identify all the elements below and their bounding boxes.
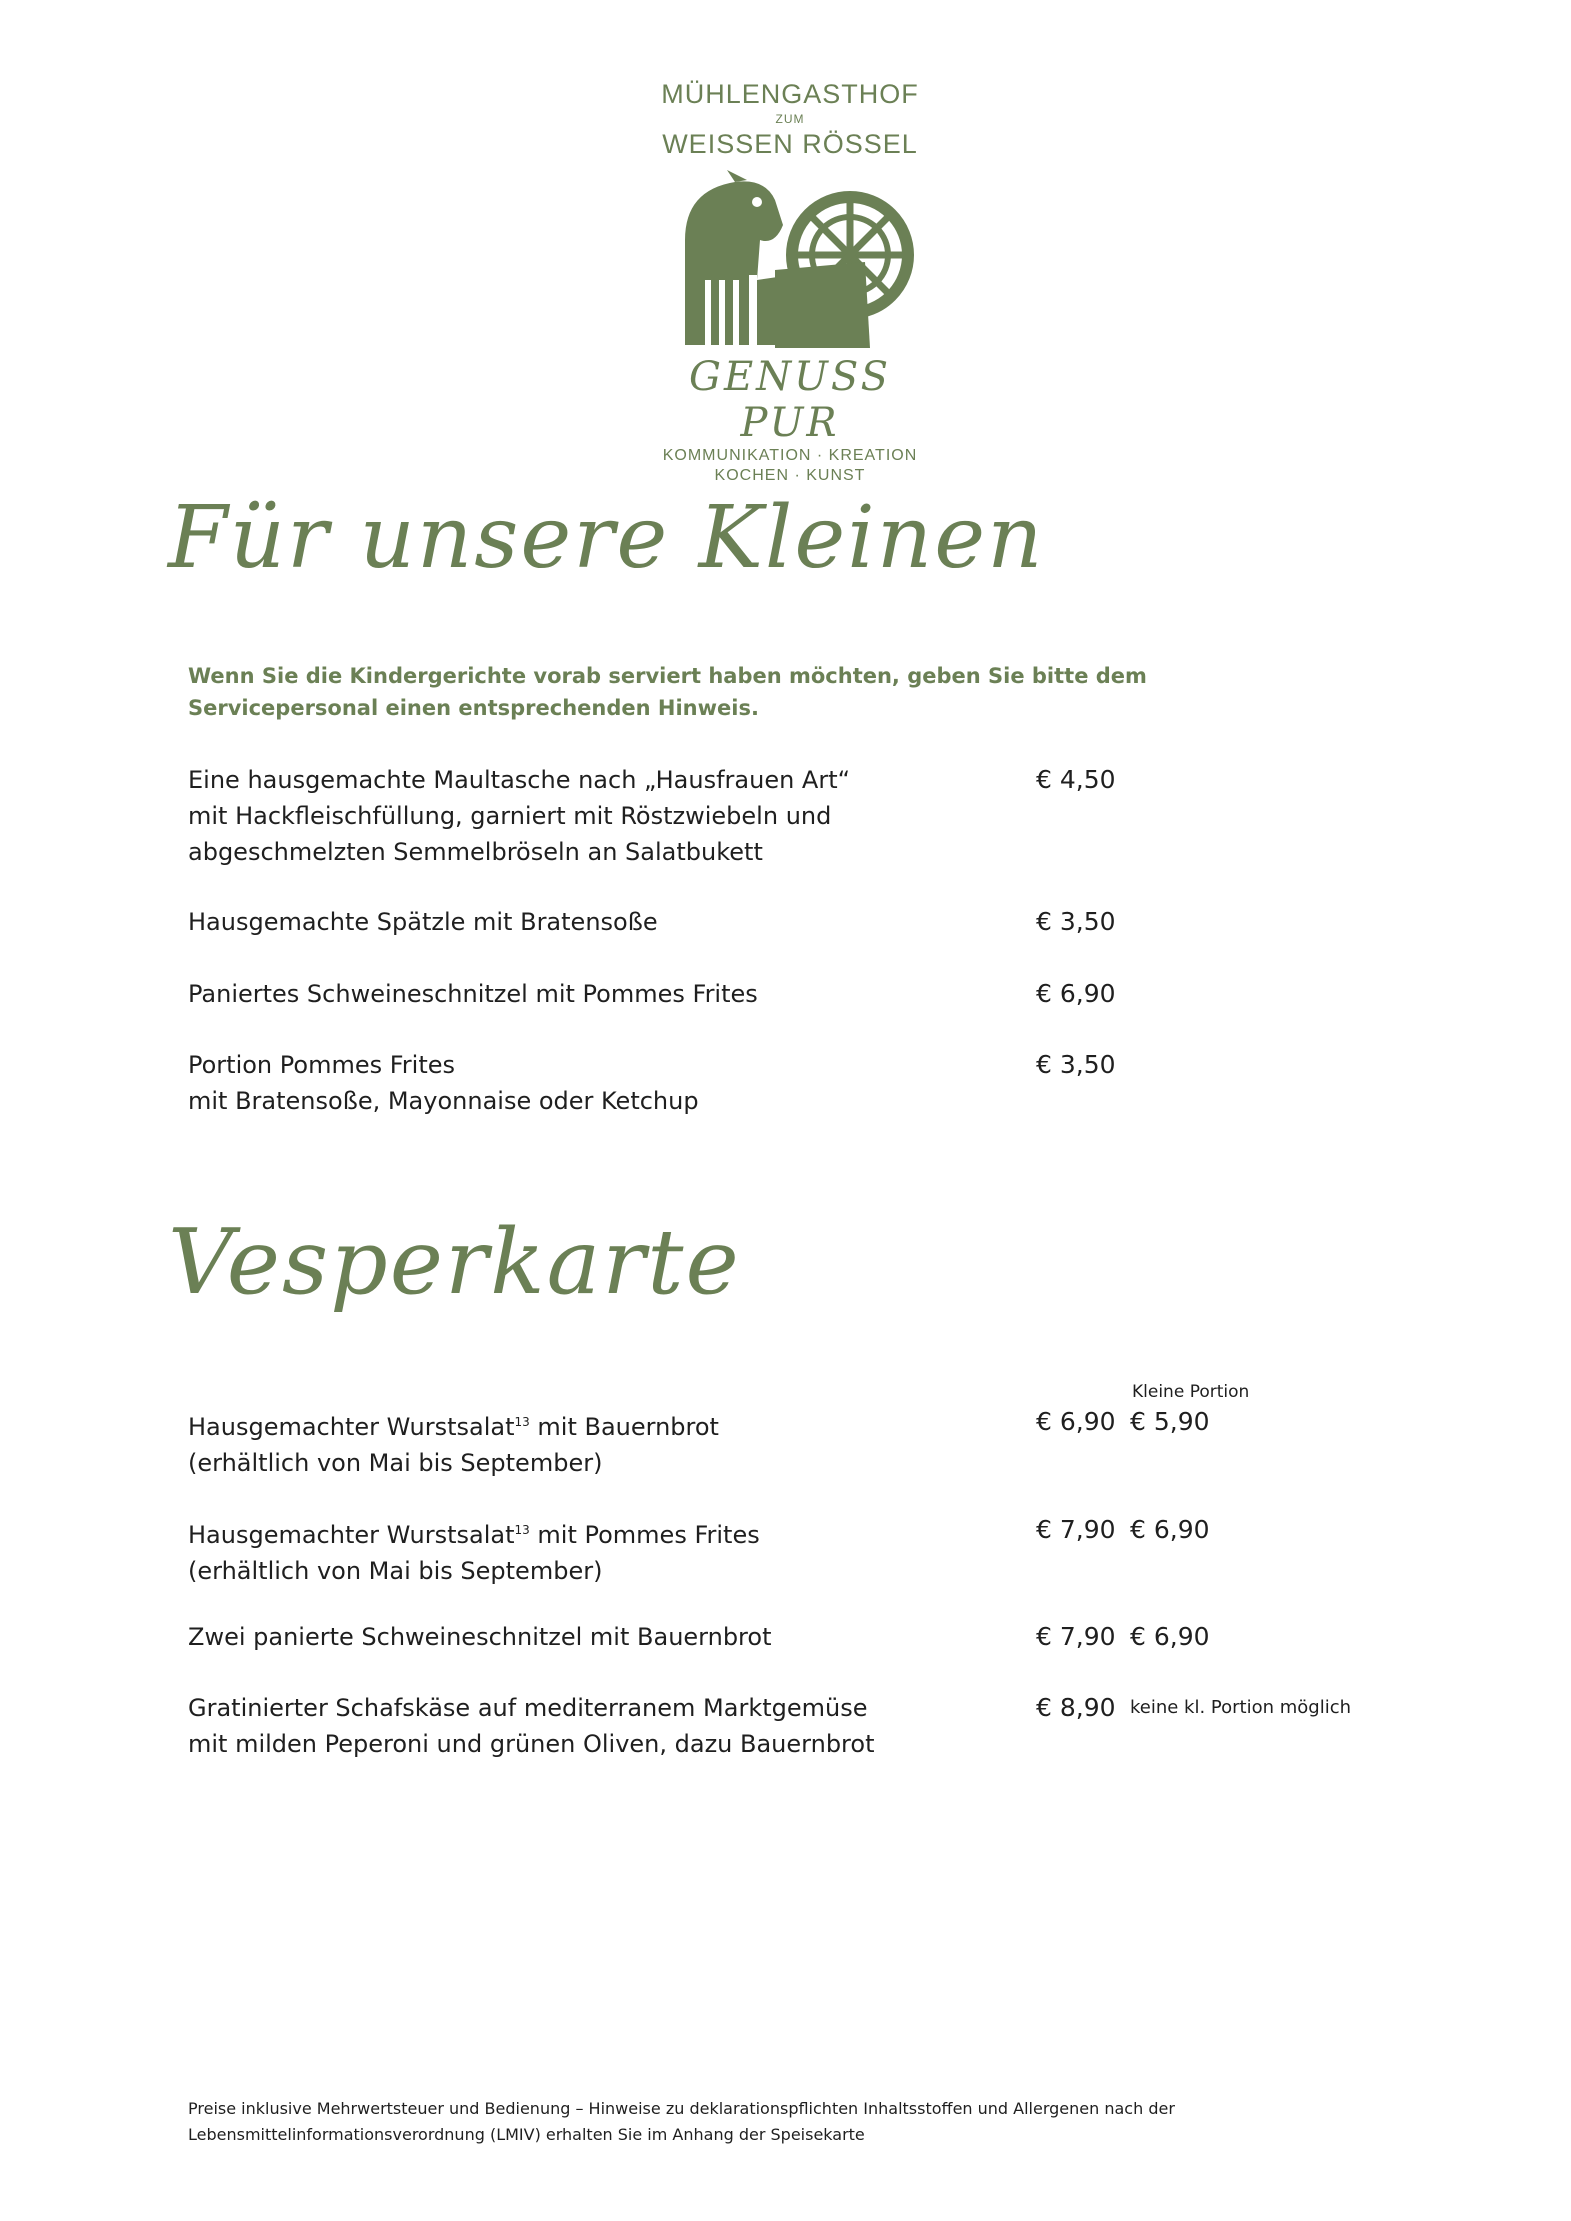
logo-slogan: GENUSS PUR bbox=[689, 354, 891, 446]
logo-line-1: MÜHLENGASTHOF bbox=[661, 79, 919, 109]
item-line: mit Hackfleischfüllung, garniert mit Röstzwiebeln und bbox=[188, 802, 832, 830]
vesper-item-4 bbox=[188, 1690, 1038, 1762]
footer-note bbox=[188, 2096, 1388, 2148]
item-line: Paniertes Schweineschnitzel mit Pommes Frites bbox=[188, 980, 758, 1008]
vesper-item-3 bbox=[188, 1619, 1038, 1655]
vesper-item-1-price: € 6,90 bbox=[1036, 1407, 1116, 1436]
vesper-item-3-price: € 7,90 bbox=[1036, 1622, 1116, 1651]
note-line-2: Servicepersonal einen entsprechenden Hinweis. bbox=[188, 696, 759, 720]
logo-subline-1: KOMMUNIKATION · KREATION bbox=[662, 447, 918, 464]
logo-line-2: ZUM bbox=[775, 112, 805, 126]
logo-line-3: WEISSEN RÖSSEL bbox=[662, 129, 918, 159]
small-portion-label: Kleine Portion bbox=[1132, 1382, 1250, 1402]
item-line: abgeschmelzten Semmelbröseln an Salatbukett bbox=[188, 838, 763, 866]
kids-item-3 bbox=[188, 976, 1038, 1012]
section-title-vesper: Vesperkarte bbox=[168, 1210, 741, 1315]
footer-line-2: Lebensmittelinformationsverordnung (LMIV) erhalten Sie im Anhang der Speisekarte bbox=[188, 2125, 865, 2144]
vesper-item-4-price: € 8,90 bbox=[1036, 1693, 1116, 1722]
vesper-item-4-note: keine kl. Portion möglich bbox=[1130, 1697, 1352, 1718]
item-line: (erhältlich von Mai bis September) bbox=[188, 1449, 603, 1477]
item-text: Hausgemachter Wurstsalat bbox=[188, 1413, 515, 1441]
kids-item-1 bbox=[188, 762, 1038, 870]
item-line: (erhältlich von Mai bis September) bbox=[188, 1557, 603, 1585]
vesper-item-1 bbox=[188, 1404, 1038, 1481]
kids-service-note bbox=[188, 660, 1188, 724]
item-line: Zwei panierte Schweineschnitzel mit Bauernbrot bbox=[188, 1623, 772, 1651]
kids-item-1-price: € 4,50 bbox=[1036, 765, 1116, 794]
vesper-item-2-price: € 7,90 bbox=[1036, 1515, 1116, 1544]
note-line-1: Wenn Sie die Kindergerichte vorab serviert haben möchten, geben Sie bitte dem bbox=[188, 664, 1147, 688]
allergen-sup: 13 bbox=[514, 1415, 530, 1429]
vesper-item-3-price-small: € 6,90 bbox=[1130, 1622, 1210, 1651]
item-text: Hausgemachter Wurstsalat bbox=[188, 1521, 515, 1549]
item-text: mit Bauernbrot bbox=[529, 1413, 719, 1441]
kids-item-3-price: € 6,90 bbox=[1036, 979, 1116, 1008]
restaurant-logo bbox=[640, 78, 940, 486]
vesper-item-2-price-small: € 6,90 bbox=[1130, 1515, 1210, 1544]
item-line bbox=[188, 1512, 1038, 1553]
section-title-kids: Für unsere Kleinen bbox=[168, 488, 1045, 588]
item-line: Gratinierter Schafskäse auf mediterranem Marktgemüse bbox=[188, 1694, 868, 1722]
item-line: Eine hausgemachte Maultasche nach „Hausfrauen Art“ bbox=[188, 766, 851, 794]
item-line: Portion Pommes Frites bbox=[188, 1051, 455, 1079]
allergen-sup: 13 bbox=[514, 1523, 530, 1537]
item-line: mit Bratensoße, Mayonnaise oder Ketchup bbox=[188, 1087, 699, 1115]
item-line bbox=[188, 1404, 1038, 1445]
logo-subline-2: KOCHEN · KUNST bbox=[714, 467, 866, 484]
item-text: mit Pommes Frites bbox=[529, 1521, 760, 1549]
vesper-item-2 bbox=[188, 1512, 1038, 1589]
kids-item-4-price: € 3,50 bbox=[1036, 1050, 1116, 1079]
footer-line-1: Preise inklusive Mehrwertsteuer und Bedienung – Hinweise zu deklarationspflichten Inhaltsstoffen und Allergenen nach der bbox=[188, 2099, 1175, 2118]
kids-item-2 bbox=[188, 904, 1038, 940]
item-line: mit milden Peperoni und grünen Oliven, dazu Bauernbrot bbox=[188, 1730, 875, 1758]
vesper-item-1-price-small: € 5,90 bbox=[1130, 1407, 1210, 1436]
kids-item-4 bbox=[188, 1047, 1038, 1119]
item-line: Hausgemachte Spätzle mit Bratensoße bbox=[188, 908, 658, 936]
kids-item-2-price: € 3,50 bbox=[1036, 907, 1116, 936]
horse-mill-wheel-icon bbox=[665, 170, 915, 350]
